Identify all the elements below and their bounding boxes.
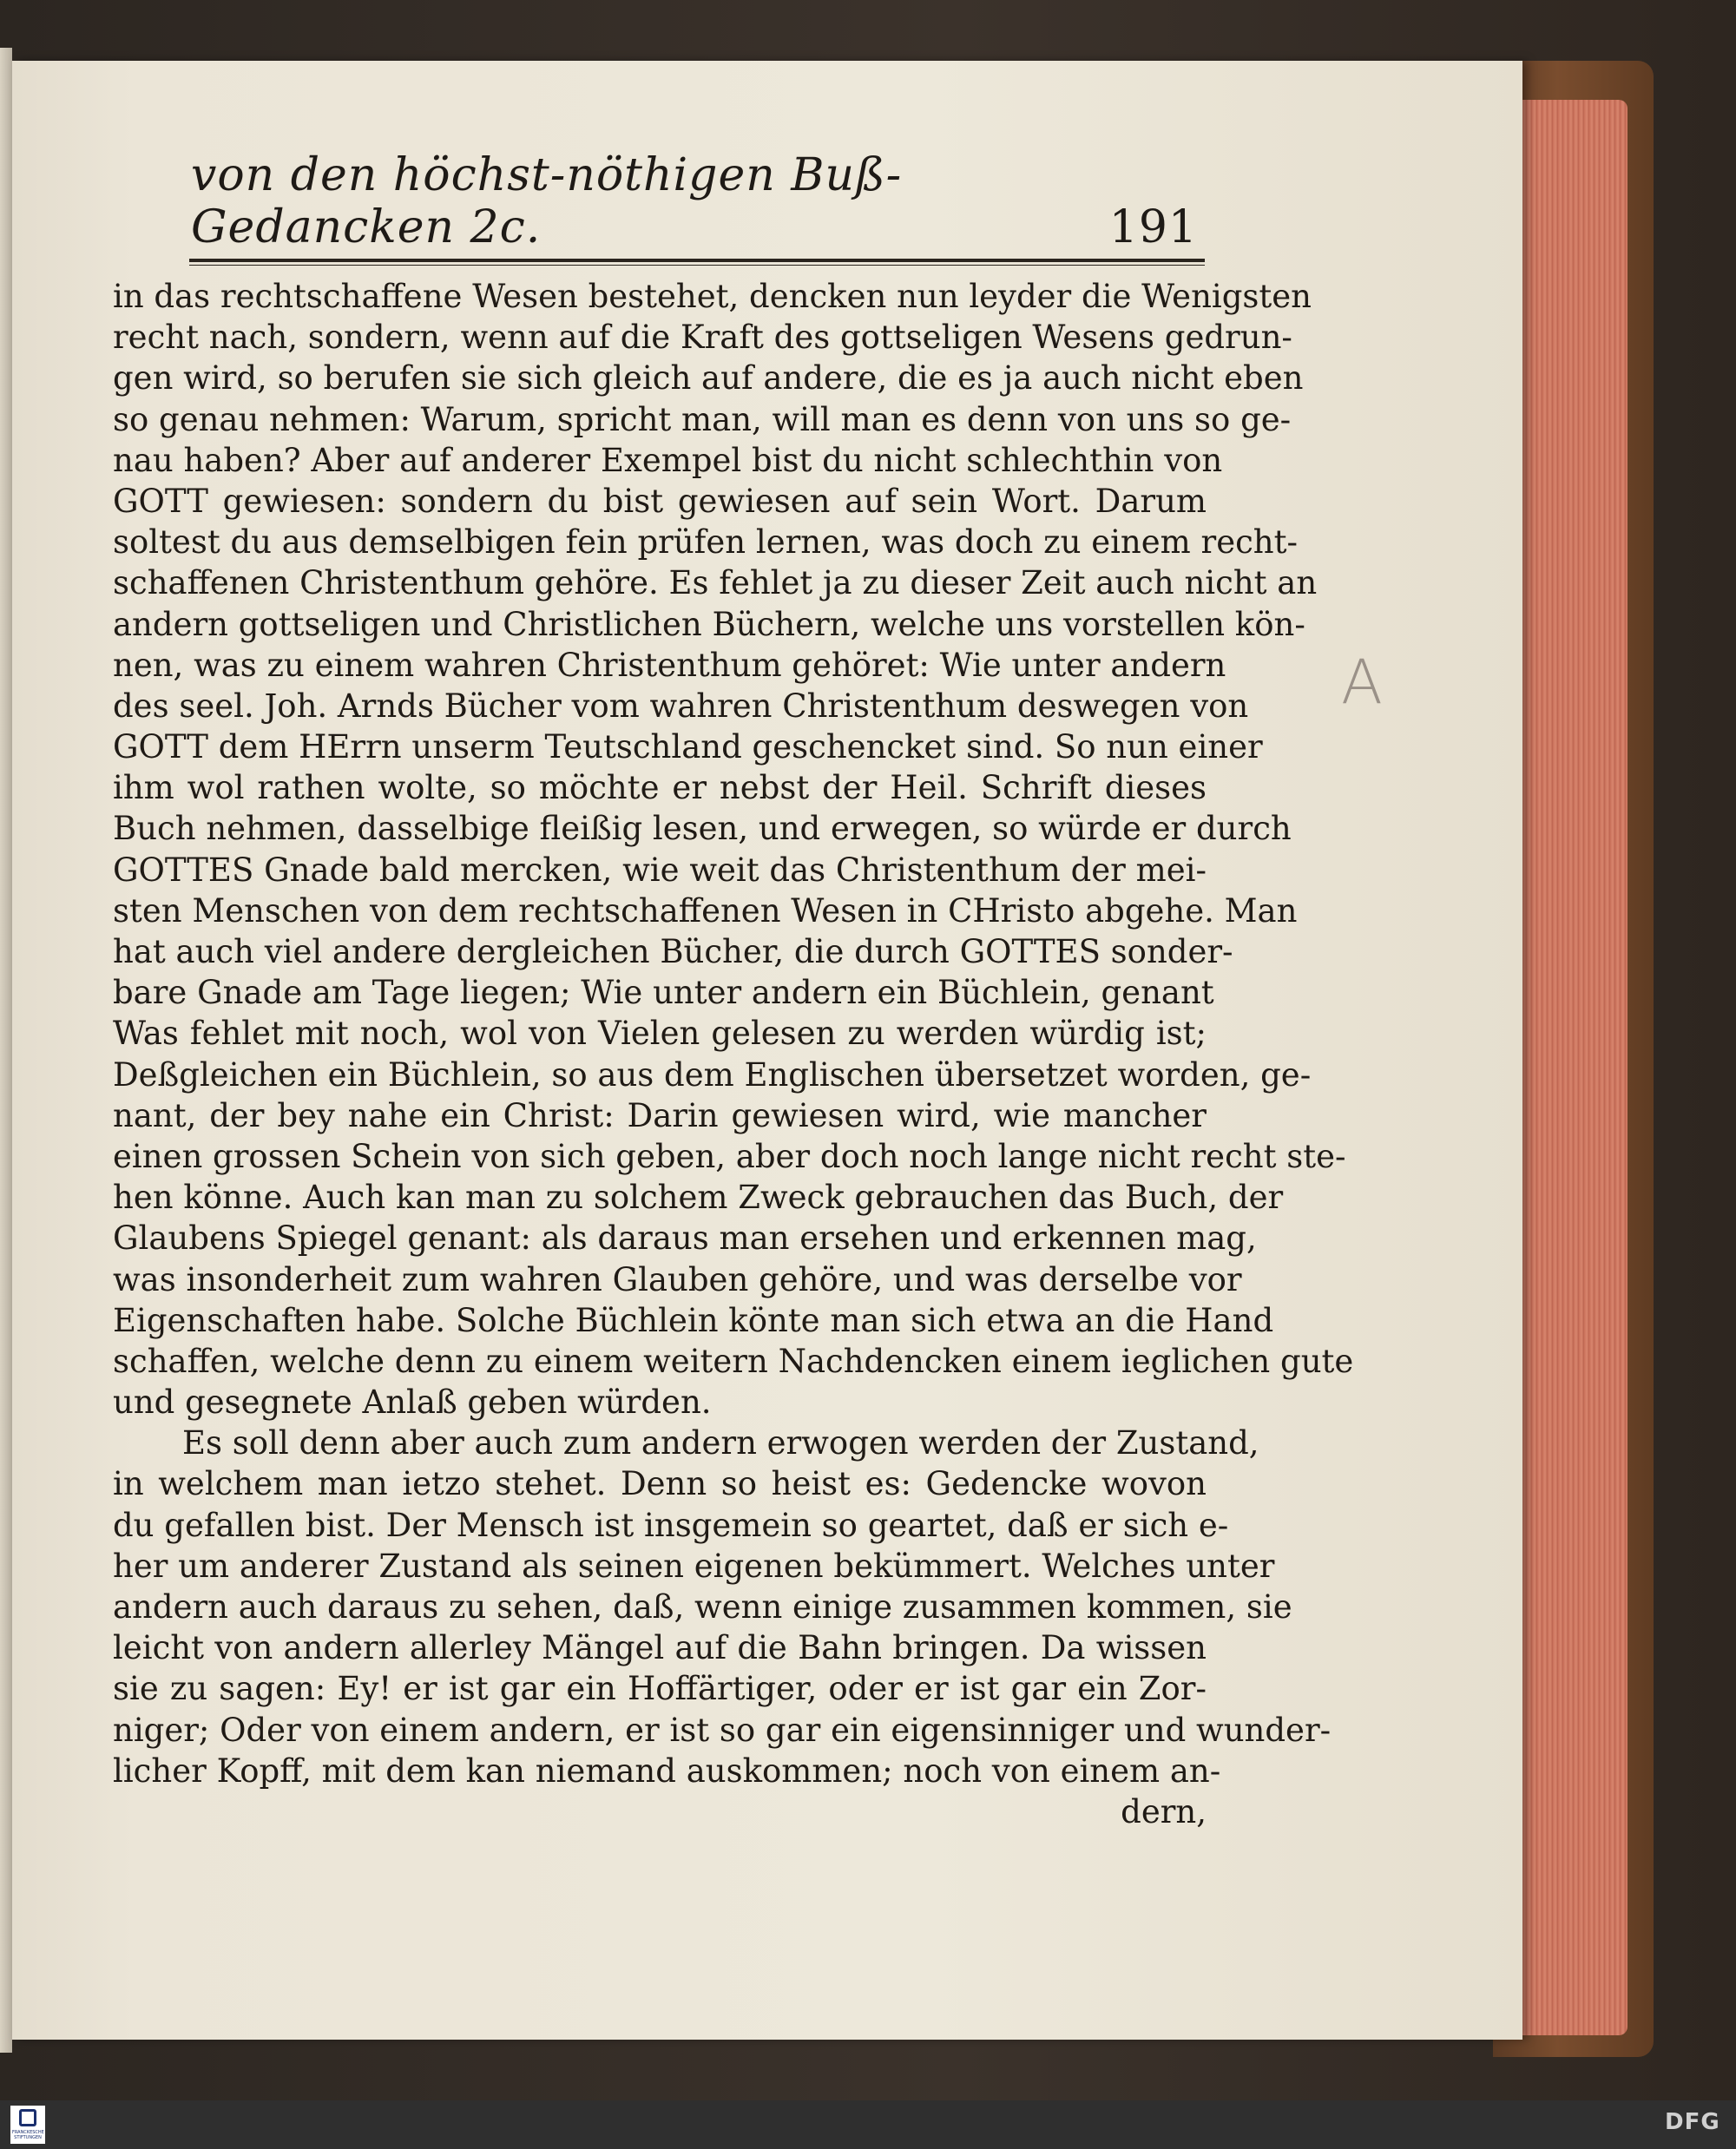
text-line: soltest du aus demselbigen fein prüfen lernen, was doch zu einem recht-: [113, 523, 1299, 562]
text-line: was insonderheit zum wahren Glauben gehöre, und was derselbe vor: [113, 1260, 1242, 1298]
text-line: GOTT gewiesen: sondern du bist gewiesen auf sein Wort. Darum: [113, 482, 1207, 520]
viewer-footer-bar: [0, 2100, 1736, 2149]
francke-foundation-logo[interactable]: [10, 2106, 45, 2144]
text-line: recht nach, sondern, wenn auf die Kraft des gottseligen Wesens gedrun-: [113, 319, 1292, 357]
text-line: GOTTES Gnade bald mercken, wie weit das Christenthum der mei-: [113, 851, 1207, 889]
header-title: von den höchst-nöthigen Buß-Gedancken 2c.: [191, 149, 903, 253]
text-line: andern gottseligen und Christlichen Büchern, welche uns vorstellen kön-: [113, 605, 1305, 643]
text-line: Was fehlet mit noch, wol von Vielen gelesen zu werden würdig ist;: [113, 1015, 1207, 1053]
text-line: nau haben? Aber auf anderer Exempel bist du nicht schlechthin von: [113, 441, 1223, 479]
text-line: leicht von andern allerley Mängel auf die Bahn bringen. Da wissen: [113, 1629, 1207, 1667]
dfg-logo[interactable]: DFG: [1665, 2109, 1720, 2135]
text-line: Glaubens Spiegel genant: als daraus man ersehen und erkennen mag,: [113, 1219, 1257, 1258]
text-line: in welchem man ietzo stehet. Denn so heist es: Gedencke wovon: [113, 1465, 1207, 1503]
text-line: sten Menschen von dem rechtschaffenen Wesen in CHristo abgehe. Man: [113, 891, 1298, 930]
text-line: so genau nehmen: Warum, spricht man, will man es denn von uns so ge-: [113, 400, 1292, 438]
text-line: hat auch viel andere dergleichen Bücher, die durch GOTTES sonder-: [113, 933, 1233, 970]
text-line: hen könne. Auch kan man zu solchem Zweck gebrauchen das Buch, der: [113, 1179, 1284, 1217]
facing-page-edge: [0, 48, 12, 2053]
page-fore-edge: [1506, 100, 1628, 2035]
logo-mark-icon: [19, 2109, 36, 2126]
text-line: nant, der bey nahe ein Christ: Darin gewiesen wird, wie mancher: [113, 1096, 1207, 1134]
running-header: [191, 149, 1198, 253]
text-line: andern auch daraus zu sehen, daß, wenn einige zusammen kommen, sie: [113, 1588, 1292, 1626]
header-rule-thin: [189, 265, 1205, 266]
catchword: dern,: [1121, 1792, 1207, 1830]
text-line: nen, was zu einem wahren Christenthum gehöret: Wie unter andern: [113, 646, 1226, 684]
text-line: schaffenen Christenthum gehöre. Es fehlet ja zu dieser Zeit auch nicht an: [113, 564, 1318, 602]
text-line: licher Kopff, mit dem kan niemand auskommen; noch von einem an-: [113, 1751, 1221, 1790]
text-line: du gefallen bist. Der Mensch ist insgemein so geartet, daß er sich e-: [113, 1506, 1229, 1544]
body-text: [113, 276, 1354, 1832]
text-line: gen wird, so berufen sie sich gleich auf andere, die es ja auch nicht eben: [113, 359, 1304, 398]
text-line: und gesegnete Anlaß geben würden.: [113, 1383, 712, 1422]
text-line: ihm wol rathen wolte, so möchte er nebst der Heil. Schrift dieses: [113, 769, 1207, 807]
text-line: bare Gnade am Tage liegen; Wie unter andern ein Büchlein, genant: [113, 974, 1214, 1012]
text-line: einen grossen Schein von sich geben, aber doch noch lange nicht recht ste-: [113, 1137, 1346, 1175]
text-line: Es soll denn aber auch zum andern erwogen werden der Zustand,: [182, 1424, 1259, 1462]
text-line: des seel. Joh. Arnds Bücher vom wahren Christenthum deswegen von: [113, 687, 1249, 725]
text-line: Deßgleichen ein Büchlein, so aus dem Englischen übersetzet worden, ge-: [113, 1055, 1312, 1094]
header-rule: [189, 259, 1205, 262]
logo-caption: FRANCKESCHE STIFTUNGEN: [12, 2130, 44, 2140]
page-number: 191: [1108, 201, 1198, 253]
text-line: sie zu sagen: Ey! er ist gar ein Hoffärtiger, oder er ist gar ein Zor-: [113, 1670, 1207, 1708]
text-line: niger; Oder von einem andern, er ist so gar ein eigensinniger und wunder-: [113, 1711, 1332, 1749]
text-line: in das rechtschaffene Wesen bestehet, dencken nun leyder die Wenigsten: [113, 278, 1312, 315]
text-line: Eigenschaften habe. Solche Büchlein könte man sich etwa an die Hand: [113, 1301, 1274, 1339]
text-line: schaffen, welche denn zu einem weitern Nachdencken einem ieglichen gute: [113, 1342, 1354, 1380]
text-line: GOTT dem HErrn unserm Teutschland geschencket sind. So nun einer: [113, 728, 1263, 766]
margin-pencil-note: A: [1341, 647, 1383, 718]
text-line: Buch nehmen, dasselbige fleißig lesen, und erwegen, so würde er durch: [113, 810, 1292, 848]
text-line: her um anderer Zustand als seinen eigenen bekümmert. Welches unter: [113, 1547, 1275, 1585]
